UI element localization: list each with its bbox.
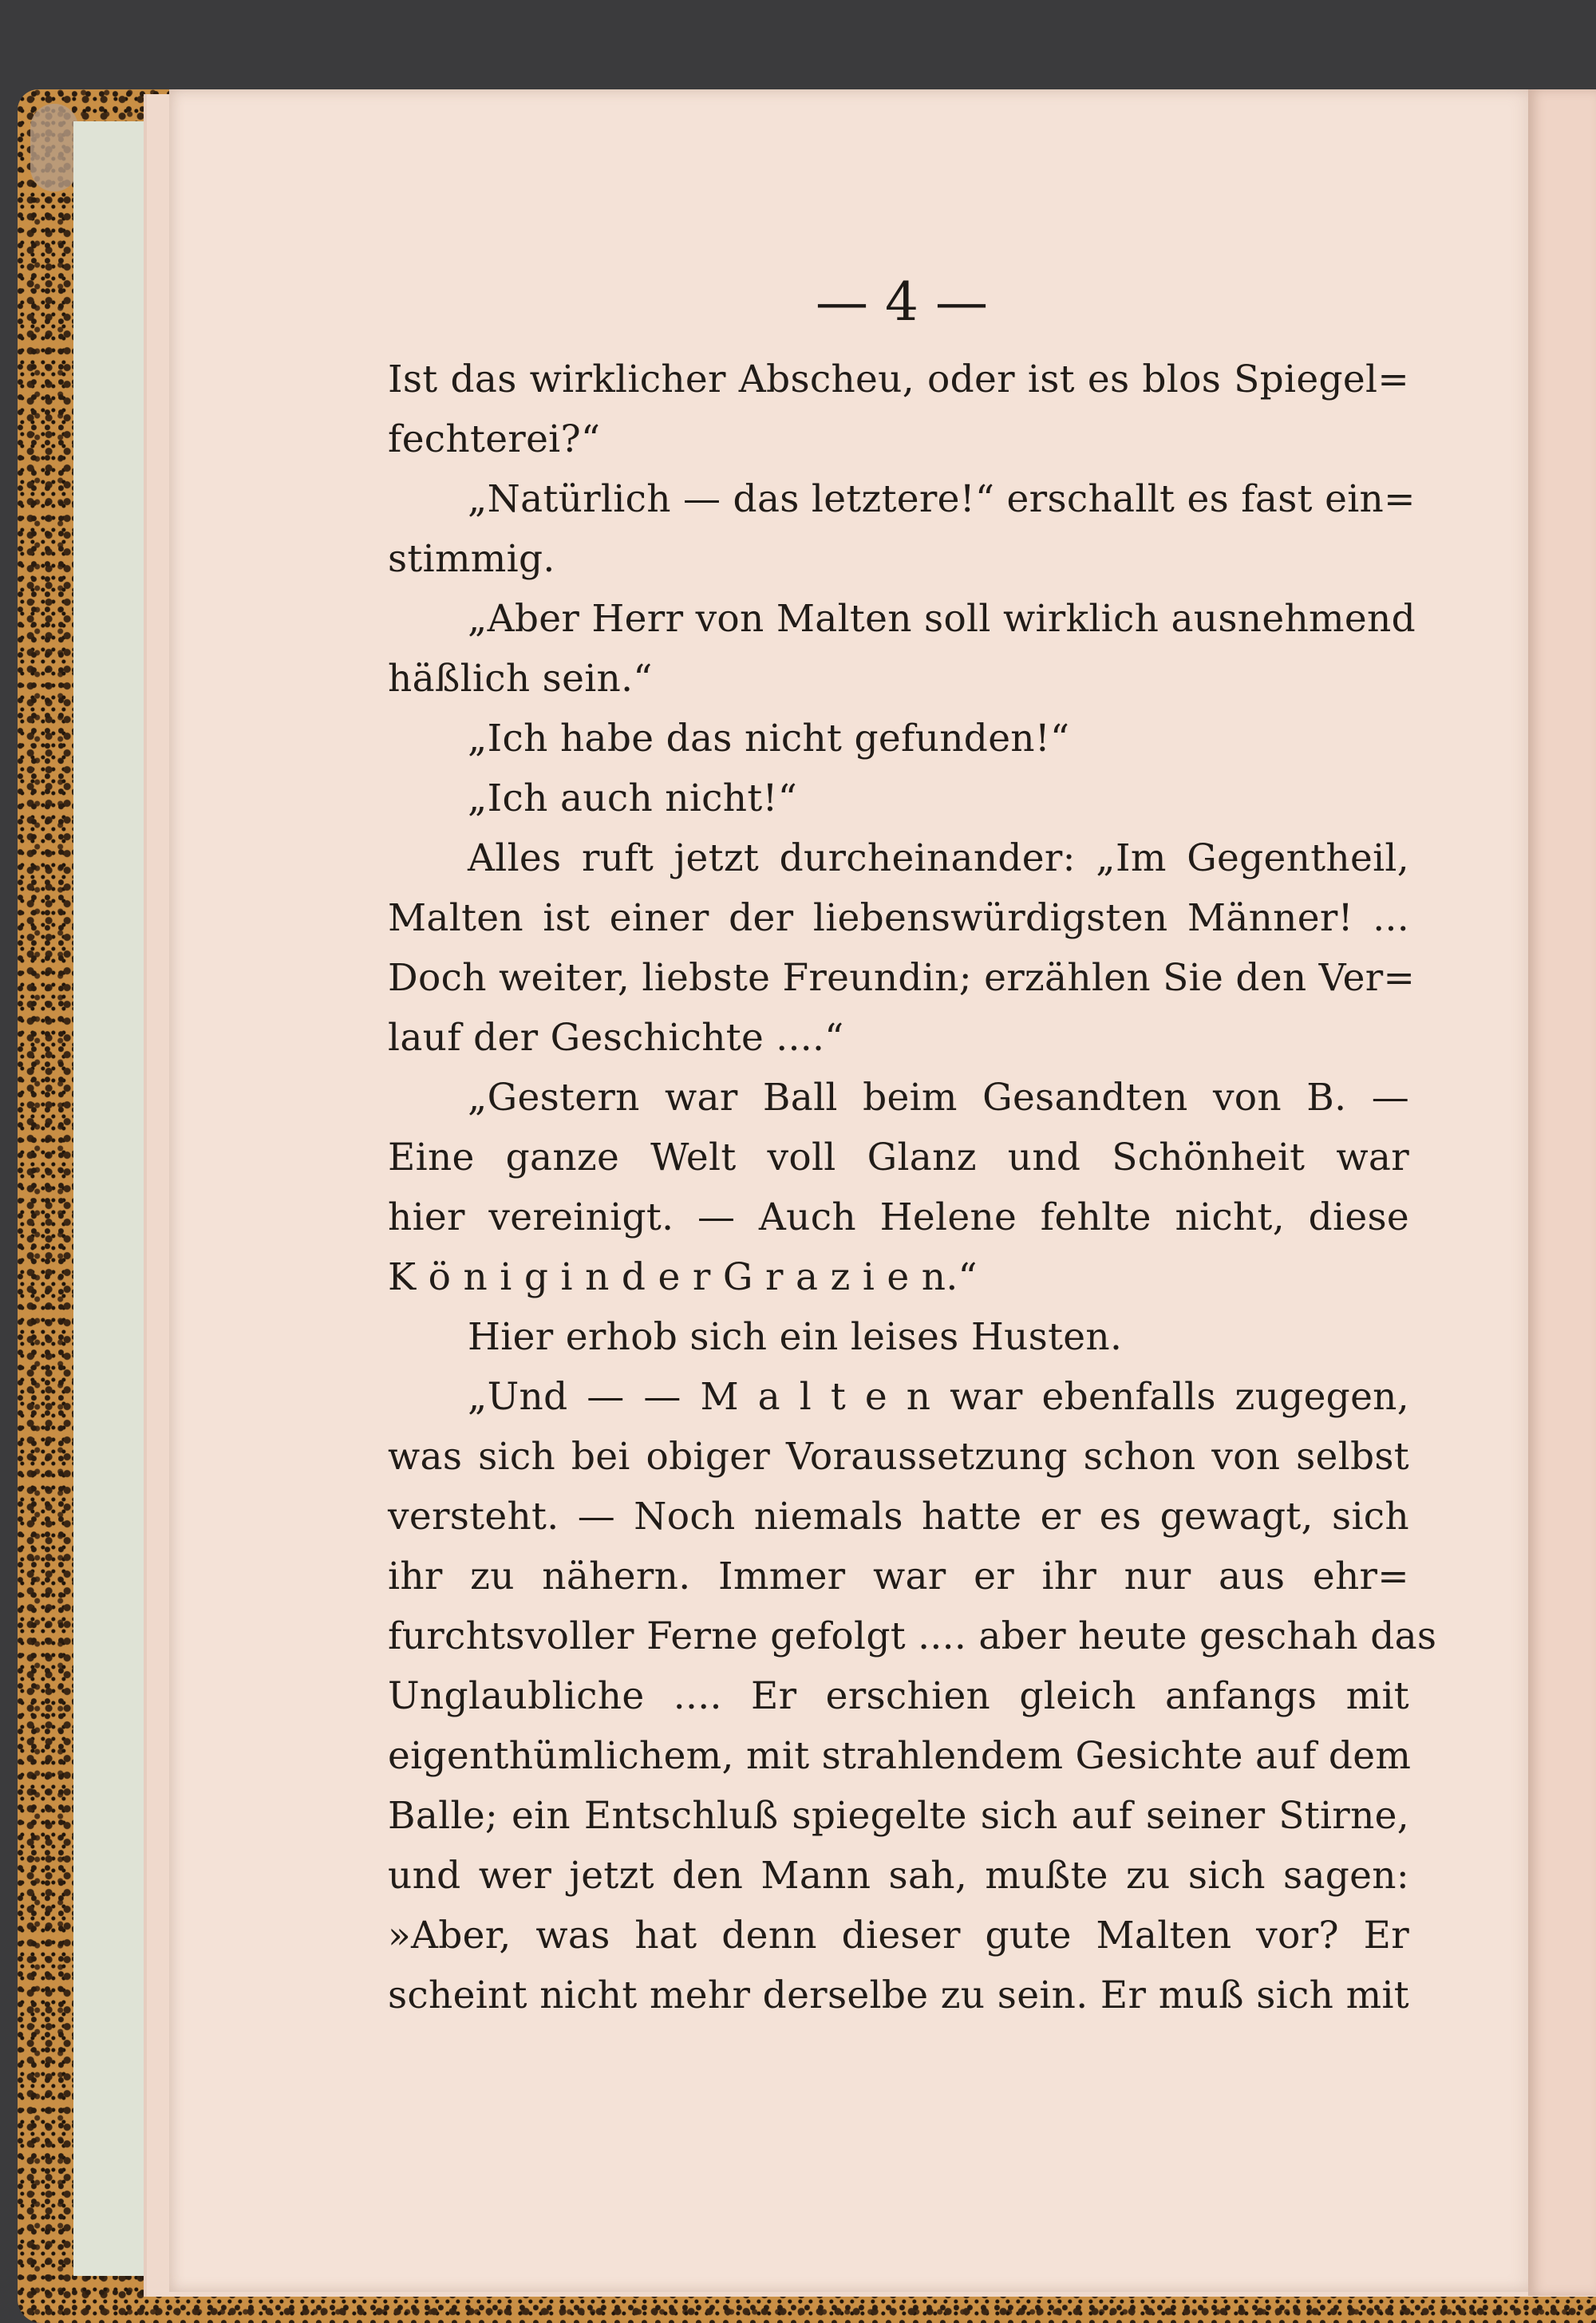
text-line: Hier erhob sich ein leises Husten.	[468, 1315, 1123, 1359]
text-line: furchtsvoller Ferne gefolgt .... aber heute geschah das	[388, 1614, 1437, 1658]
text-line: was sich bei obiger Voraussetzung schon von selbst	[388, 1435, 1409, 1479]
text-line: Eine ganze Welt voll Glanz und Schönheit war	[388, 1136, 1409, 1179]
page-gutter	[1528, 89, 1596, 2296]
text-line: ihr zu nähern. Immer war er ihr nur aus ehr=	[388, 1555, 1409, 1598]
text-line: und wer jetzt den Mann sah, mußte zu sich sagen:	[388, 1854, 1409, 1898]
book-page	[169, 89, 1534, 2292]
text-line: Doch weiter, liebste Freundin; erzählen Sie den Ver=	[388, 956, 1416, 1000]
text-line: „Aber Herr von Malten soll wirklich ausnehmend	[468, 597, 1416, 641]
text-line: „Gestern war Ball beim Gesandten von B. —	[468, 1076, 1409, 1120]
text-line: eigenthümlichem, mit strahlendem Gesichte auf dem	[388, 1734, 1412, 1778]
text-line: »Aber, was hat denn dieser gute Malten vor? Er	[388, 1914, 1409, 1958]
text-line: „Ich auch nicht!“	[468, 776, 798, 820]
text-line: Unglaubliche .... Er erschien gleich anfangs mit	[388, 1674, 1409, 1718]
text-line: versteht. — Noch niemals hatte er es gewagt, sich	[388, 1495, 1409, 1539]
text-line: „Und — — M a l t e n war ebenfalls zugegen,	[468, 1375, 1409, 1419]
text-line: lauf der Geschichte ....“	[388, 1016, 844, 1060]
text-line: scheint nicht mehr derselbe zu sein. Er muß sich mit	[388, 1973, 1409, 2017]
text-line: hier vereinigt. — Auch Helene fehlte nicht, diese	[388, 1195, 1409, 1239]
text-line: „Natürlich — das letztere!“ erschallt es fast ein=	[468, 477, 1416, 521]
text-line: K ö n i g i n d e r G r a z i e n.“	[388, 1255, 978, 1299]
text-line: stimmig.	[388, 537, 555, 581]
text-line: Alles ruft jetzt durcheinander: „Im Gegentheil,	[468, 836, 1409, 880]
worn-spine-spot	[30, 104, 78, 192]
text-line: Malten ist einer der liebenswürdigsten Männer! ...	[388, 896, 1409, 940]
text-line: fechterei?“	[388, 417, 601, 461]
page-number: — 4 —	[816, 271, 988, 333]
text-line: Balle; ein Entschluß spiegelte sich auf seiner Stirne,	[388, 1794, 1409, 1838]
text-line: häßlich sein.“	[388, 657, 653, 701]
text-line: Ist das wirklicher Abscheu, oder ist es blos Spiegel=	[388, 358, 1409, 401]
text-line: „Ich habe das nicht gefunden!“	[468, 717, 1070, 761]
